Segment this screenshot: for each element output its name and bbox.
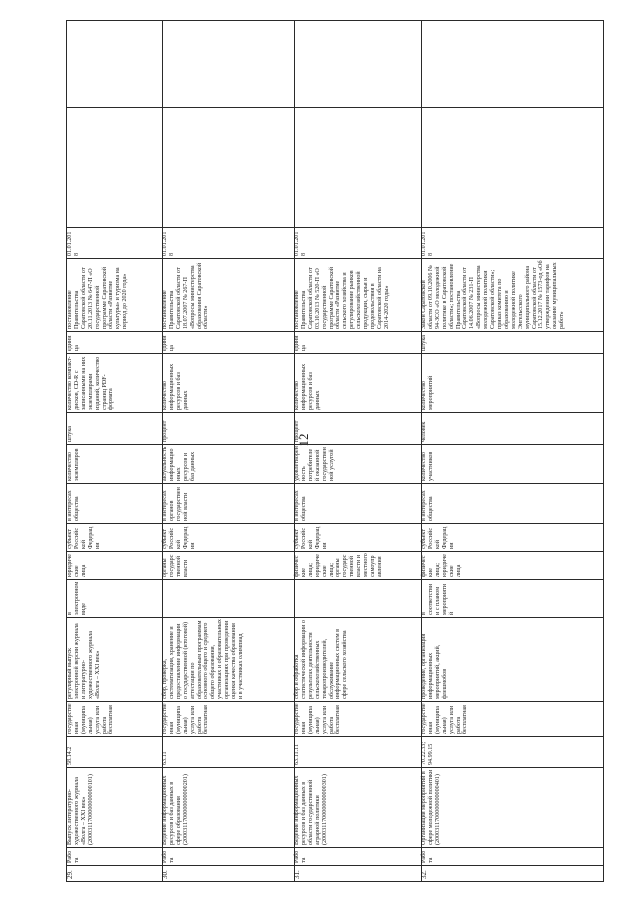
page-number-text: 12 [296,433,311,447]
cell-service-conditions [421,579,603,617]
cell-service-name [162,767,294,847]
service-kind-text: государственная (муниципальная) услуга или работа бесплатная [294,703,342,734]
cell-indicator-unit [67,412,162,444]
consumer-category-text: юридические лица [67,554,87,577]
cell-service-kind [162,701,294,736]
cell-interest [421,483,603,523]
cell-service-name [294,767,421,847]
cell-volume-unit [421,331,603,353]
authority-level-text: субъект Российской Федерации [162,526,196,549]
service-name-text: Ведение информационных ресурсов и баз данных в области государственной аграрной политики (2000311700000000000301) [294,774,328,845]
cell-service-kind [421,701,603,736]
interest-text: в интересах общества [421,490,434,521]
indicator-name-text: удовлетворенность потребителей оказанной государственной услугой [294,446,335,481]
cell-volume-indicator [294,353,421,412]
row-number-text: 29. [66,870,74,879]
service-name-text: Ведение информационных ресурсов и баз данных в сфере образования (2000311700000000000201) [162,774,189,845]
cell-service-kind [294,701,421,736]
service-conditions-text: в соответствии с планом мероприятий [421,583,455,615]
legal-basis-text: Закон Саратовской области от 09.10.2006 № 94-ЗСО «О молодежной политике в Саратовской области»; постановление Правительства Саратовской области от 14.06.2007 № 231-П «Вопросы министерства молодежной политики Саратовской области»; приказ комитета по образованию и молодежной политике Энгельсского муниципального района Саратовской области от 15.12.2017 № 1573-од «Об утверждении тарифов на оказание муниципальных работ» [421,260,566,329]
cell-authority-level [421,523,603,551]
cell-service-content [294,617,421,701]
cell-service-conditions [67,579,162,617]
cell-service-content [162,617,294,701]
indicator-name-text: количество участников [421,451,434,481]
indicator-unit-text: человек [421,421,427,442]
record-type-text: Работа [421,850,434,863]
service-name-text: Организация мероприятий в сфере молодежной политики (2000311700000000000401) [421,769,441,845]
service-content-text: сбор и обработка статистической информации о результатах деятельности сельскохозяйственных товаропроизводителей, обслуживание информационных систем в сфере сельского хозяйства [294,620,349,699]
cell-indicator-name [67,444,162,483]
indicator-name-text: актуальность информационных ресурсов и баз данных [162,446,196,481]
cell-authority-level [67,523,162,551]
okved-code-text: 63.11 [162,751,168,765]
volume-unit-text: единица [67,335,80,351]
cell-indicator-unit [421,412,603,444]
cell-authority-level [294,523,421,551]
consumer-category-text: физические лица; юридические лица; органы государственной власти и местного самоуправления [294,553,383,577]
row-number-text: 31. [293,870,301,879]
cell-legal-basis [294,258,421,331]
volume-indicator-text: количество информационных ресурсов и баз данных [162,363,189,410]
table-column-divider [67,107,603,108]
cell-record-type [421,847,603,865]
cell-service-kind [67,701,162,736]
cell-indicator-name [294,444,421,483]
authority-level-text: субъект Российской Федерации [294,526,328,549]
service-name-text: Выпуск литературно-художественного журнала «Волга – XXI век» (2000311700000000000101) [67,774,94,845]
consumer-category-text: органы государственной власти [162,554,189,577]
cell-service-conditions [162,579,294,617]
legal-basis-text: постановление Правительства Саратовской области от 20.11.2013 № 647-П «О государственной программе Саратовской области «Развитие культуры» и туризма на период до 2020 года» [67,266,129,329]
cell-start-date [421,227,603,258]
cell-okved-code [162,736,294,767]
cell-record-type [67,847,162,865]
volume-indicator-text: количество мероприятий [421,375,434,410]
service-kind-text: государственная (муниципальная) услуга или работа бесплатная [162,703,210,734]
service-kind-text: государственная (муниципальная) услуга или работа бесплатная [421,703,469,734]
cell-okved-code [421,736,603,767]
cell-record-type [294,847,421,865]
cell-indicator-name [162,444,294,483]
cell-service-name [421,767,603,847]
services-table [66,20,604,882]
cell-indicator-unit [162,412,294,444]
authority-level-text: субъект Российской Федерации [421,526,455,549]
indicator-unit-text: процент [294,420,300,442]
cell-volume-unit [67,331,162,353]
service-content-text: проведение, организация информационных мероприятий, акций, флешмобов [421,633,448,699]
cell-start-date [67,227,162,258]
record-type-text: Работа [162,850,175,863]
service-content-text: сбор, проверка, систематизация, хранение и предоставление информации о государственной (итоговой) аттестации по образовательным программам основного общего и среднего общего образования, участниках и образовательных организациях при проведении оценки качества образования и в участниках олимпиад [162,619,244,699]
cell-consumer-category [421,551,603,579]
start-date-text: 01.01.2018 [162,231,175,256]
cell-consumer-category [67,551,162,579]
cell-legal-basis [421,258,603,331]
interest-text: в интересах органов государственной власти [162,487,189,521]
indicator-unit-text: процент [162,420,168,442]
cell-consumer-category [162,551,294,579]
volume-unit-text: единица [162,335,175,351]
interest-text: в интересах общества [294,490,307,521]
service-conditions-text: в электронном виде [67,581,87,615]
okved-code-text: 70.22.33; 94.99.15 [421,741,434,765]
service-kind-text: государственная (муниципальная) услуга или работа бесплатная [67,703,115,734]
cell-indicator-unit [294,412,421,444]
record-type-text: Работа [67,850,80,863]
cell-row-number [294,865,421,881]
okved-code-text: 58.14.2 [67,746,73,765]
cell-okved-code [294,736,421,767]
cell-volume-indicator [421,353,603,412]
interest-text: в интересах общества [67,490,80,521]
authority-level-text: субъект Российской Федерации [67,526,101,549]
volume-indicator-text: количество компакт-дисков, CD-R с записанными на них экземплярами изданий, количество страниц PDF-формата [67,356,115,410]
cell-okved-code [67,736,162,767]
cell-service-conditions [294,579,421,617]
row-number-text: 30. [161,870,169,879]
cell-legal-basis [67,258,162,331]
start-date-text: 01.01.2018 [421,231,434,256]
cell-start-date [294,227,421,258]
service-content-text: регулярный выпуск электронной версии журнала и литературно-художественного журнала «Волга – XXI век» [67,623,101,699]
cell-interest [162,483,294,523]
cell-indicator-name [421,444,603,483]
cell-volume-indicator [67,353,162,412]
cell-legal-basis [162,258,294,331]
cell-record-type [162,847,294,865]
consumer-category-text: физические лица; юридические лица [421,554,462,577]
record-type-text: Работа [294,850,307,863]
okved-code-text: 63.11.11 [294,744,300,765]
legal-basis-text: постановление Правительства Саратовской области от 03.10.2013 № 520-П «О государственной программе Саратовской области «Развитие сельского хозяйства и регулирование рынков сельскохозяйственной продукции, сырья и продовольствия в Саратовской области на 2014-2020 годы» [294,266,390,329]
cell-interest [294,483,421,523]
indicator-name-text: количество экземпляров [67,448,80,481]
indicator-unit-text: штука [67,426,73,442]
cell-volume-unit [162,331,294,353]
cell-service-content [67,617,162,701]
cell-consumer-category [294,551,421,579]
cell-row-number [162,865,294,881]
start-date-text: 01.01.2018 [294,231,307,256]
cell-row-number [421,865,603,881]
cell-service-content [421,617,603,701]
cell-service-name [67,767,162,847]
cell-row-number [67,865,162,881]
start-date-text: 01.01.2018 [67,231,80,256]
cell-volume-unit [294,331,421,353]
volume-indicator-text: количество информационных ресурсов и баз данных [294,363,321,410]
volume-unit-text: единица [294,335,307,351]
volume-unit-text: штука [421,335,427,351]
cell-interest [67,483,162,523]
legal-basis-text: постановление Правительства Саратовской области от 18.07.2007 № 267-П «Вопросы министерства образования Саратовской области» [162,262,210,329]
cell-start-date [162,227,294,258]
row-number-text: 32. [420,870,428,879]
cell-volume-indicator [162,353,294,412]
cell-authority-level [162,523,294,551]
